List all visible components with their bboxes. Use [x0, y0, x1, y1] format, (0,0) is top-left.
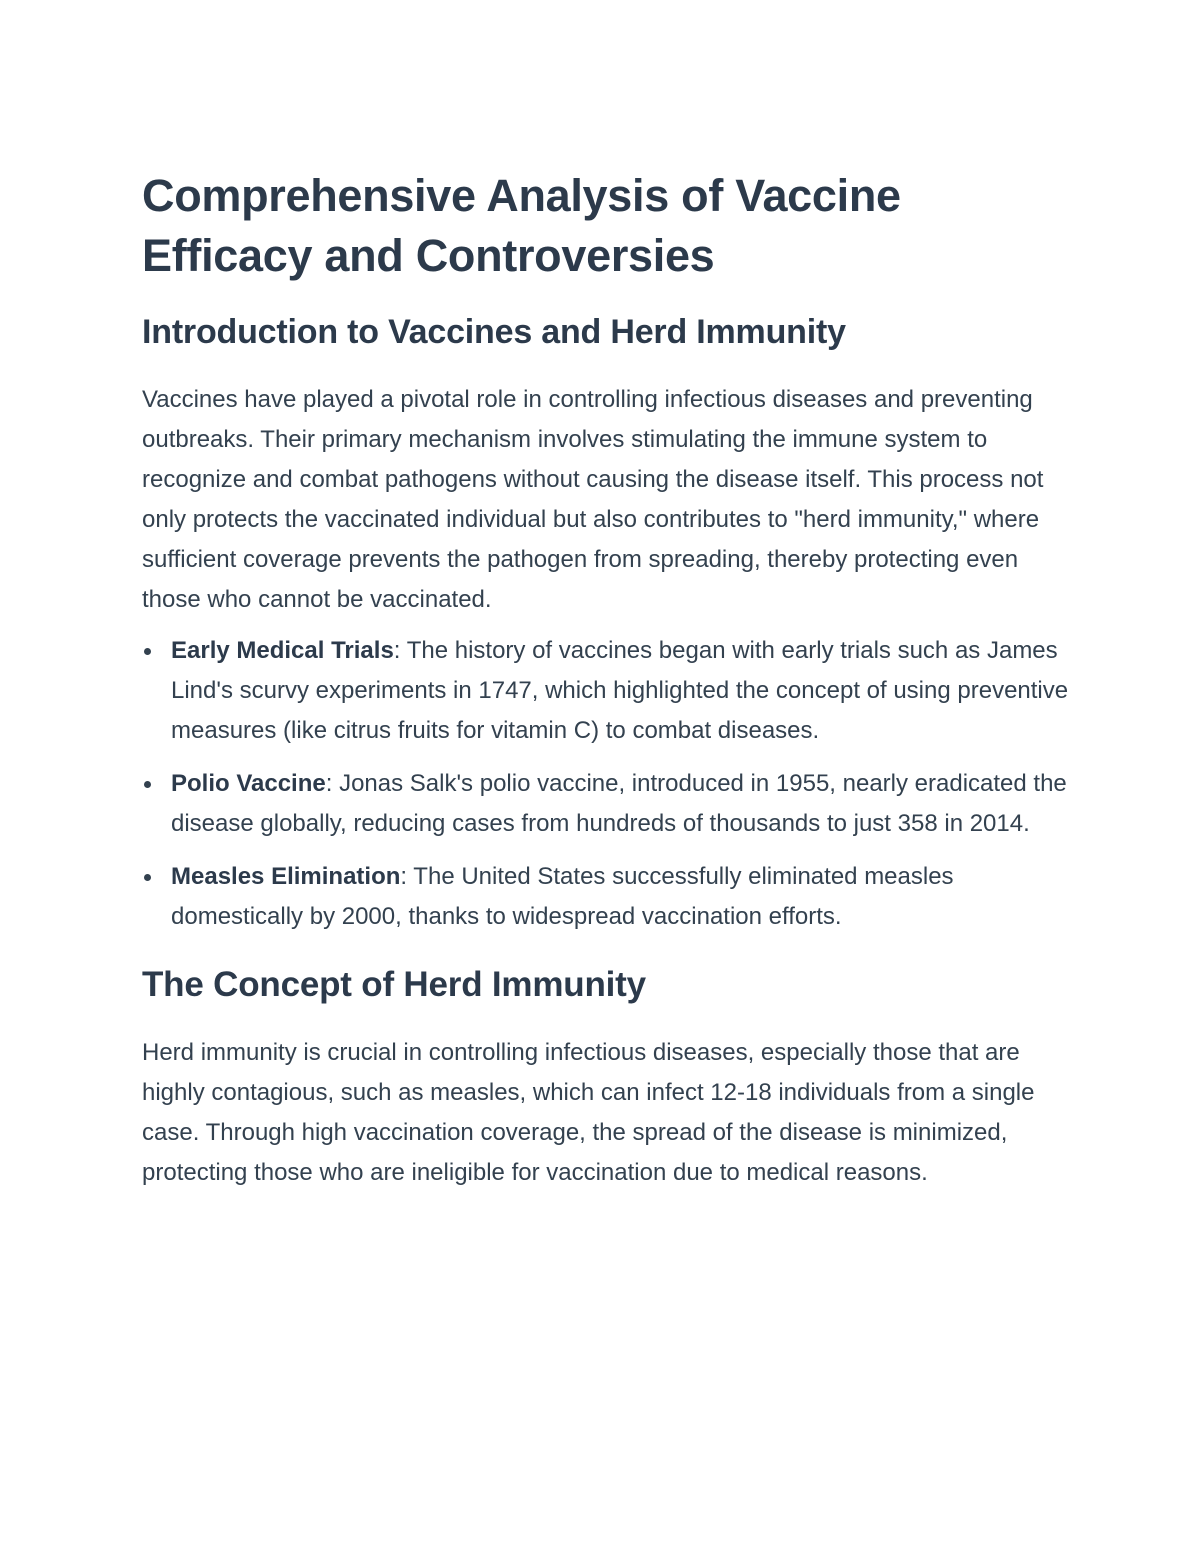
section-heading-herd-immunity: The Concept of Herd Immunity — [142, 965, 646, 1004]
bullet-icon — [144, 874, 151, 881]
list-item-text: : Jonas Salk's polio vaccine, introduced in 1955, nearly eradicated the disease globally, reducing cases from hundreds of thousands to just 358 in 2014. — [171, 770, 1067, 837]
bullet-icon — [144, 781, 151, 788]
list-item-term: Polio Vaccine — [171, 770, 326, 797]
list-item — [142, 631, 1072, 751]
section-paragraph-introduction: Vaccines have played a pivotal role in controlling infectious diseases and preventing outbreaks. Their primary mechanism involves stimulating the immune system to recognize and combat pathogens without causing the disease itself. This process not only protects the vaccinated individual but also contributes to "herd immunity," where sufficient coverage prevents the pathogen from spreading, thereby protecting even those who cannot be vaccinated. — [142, 386, 1044, 613]
list-item-term: Measles Elimination — [171, 863, 401, 890]
list-item — [142, 857, 1072, 937]
document-title: Comprehensive Analysis of Vaccine Efficacy and Controversies — [142, 170, 901, 281]
list-item-text: : The history of vaccines began with early trials such as James Lind's scurvy experiments in 1747, which highlighted the concept of using preventive measures (like citrus fruits for vitamin C) to combat diseases. — [171, 637, 1069, 744]
list-item-text: : The United States successfully eliminated measles domestically by 2000, thanks to widespread vaccination efforts. — [171, 863, 954, 930]
list-item — [142, 764, 1072, 844]
bullet-icon — [144, 648, 151, 655]
list-item-term: Early Medical Trials — [171, 637, 394, 664]
bullet-list — [142, 631, 1072, 937]
section-paragraph-herd-immunity: Herd immunity is crucial in controlling infectious diseases, especially those that are highly contagious, such as measles, which can infect 12-18 individuals from a single case. Through high vaccination coverage, the spread of the disease is minimized, protecting those who are ineligible for vaccination due to medical reasons. — [142, 1039, 1035, 1186]
section-heading-introduction: Introduction to Vaccines and Herd Immunity — [142, 313, 846, 351]
document-page — [142, 166, 1072, 1193]
